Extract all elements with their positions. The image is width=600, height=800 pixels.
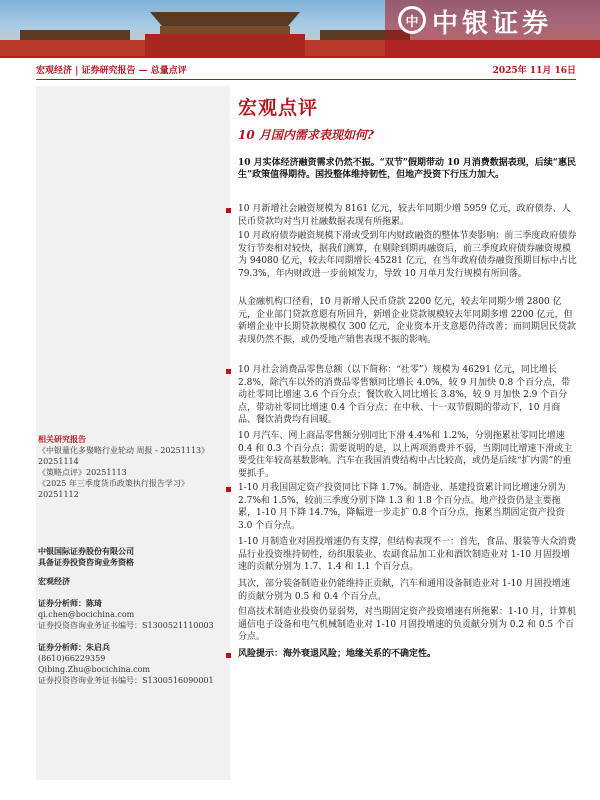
analyst-email[interactable]: Qibing.Zhu@bocichina.com (38, 665, 150, 674)
paragraph: 1-10 月我国固定资产投资同比下降 1.7%。制造业、基建投资累计同比增速分别为 2.7%和 1.5%，较前三季度分别下降 1.3 和 1.8 个百分点。地产投资仍是主要拖累，1-10 月下降 14.7%，降幅进一步走扩 0.8 个百分点，拖累当期固定资产投资 3.0 个百分点。 (238, 483, 566, 531)
company-license: 具备证券投资咨询业务资格 (38, 557, 134, 567)
paragraph: 10 月社会消费品零售总额（以下简称：“社零”）规模为 46291 亿元，同比增长 2.8%，除汽车以外的消费品零售额同比增长 4.0%，较 9 月加快 0.8 个百分点，带动社零同比增速 3.6 个百分点；餐饮收入同比增长 3.8%，较 9 月加快 2.9 个百分点，带动社零同比增速 0.4 个百分点；在中秋、十一双节假期的带动下，10 月商品、餐饮消费均有回暖。 (238, 365, 571, 425)
sector-label: 宏观经济 (38, 576, 70, 586)
boc-logo-icon: 中 (398, 6, 426, 34)
report-date: 2025年 11月 16日 (492, 66, 576, 76)
company-info (38, 546, 226, 587)
analyst-cert: 证券投资咨询业务证书编号：S1300521110003 (38, 621, 214, 630)
paragraph: 但高技术制造业投资仍显弱势，对当期固定资产投资增速有所拖累：1-10 月，计算机通信电子设备和电气机械制造业对 1-10 月固投增速的负贡献分别为 0.2 和 0.5 个百分点。 (238, 607, 577, 642)
paragraph: 10 月新增社会融资规模为 8161 亿元，较去年同期少增 5959 亿元，政府债券、人民币贷款均对当月社融数据表现有所拖累。 (238, 204, 571, 227)
related-reports (38, 434, 226, 500)
analyst-2 (38, 642, 226, 686)
paragraph: 10 月汽车、网上商品零售额分别同比下滑 4.4%和 1.2%，分别拖累社零同比增速 0.4 和 0.3 个百分点；需要说明的是，以上两项消费并不弱，当期同比增速下滑或主要受往年较高基数影响。汽车在我国消费结构中占比较高，或仍是后续“扩内需”的重要抓手。 (238, 431, 573, 479)
brand-name: 中银证券 (432, 9, 553, 39)
palace-roof-main (150, 12, 300, 26)
analyst-cert: 证券投资咨询业务证书编号：S1300516090001 (38, 676, 214, 685)
report-category: 宏观经济 | 证券研究报告 — 总量点评 (36, 66, 187, 76)
report-subtitle: 10 月国内需求表现如何? (238, 128, 374, 142)
bullet-icon (226, 487, 231, 492)
related-report-item[interactable]: 《2025 年三季度货币政策执行报告学习》20251112 (38, 479, 189, 499)
bullet-icon (226, 369, 231, 374)
palace-hall (145, 34, 305, 58)
header-banner (0, 0, 600, 58)
risk-warning: 风险提示：海外衰退风险；地缘关系的不确定性。 (238, 649, 437, 659)
paragraph: 其次，部分装备制造业仍能维持正贡献，汽车和通用设备制造业对 1-10 月固投增速的贡献分别为 0.5 和 0.4 个百分点。 (238, 579, 570, 602)
paragraph: 1-10 月制造业对固投增速仍有支撑，但结构表现不一：首先，食品、服装等大众消费品行业投资维持韧性，纺织服装业、农副食品加工业和酒饮制造业对 1-10 月固投增速的贡献分别为 1.7、1.4 和 1.1 个百分点。 (238, 537, 577, 572)
sidebar (36, 86, 230, 780)
related-reports-title: 相关研究报告 (38, 434, 86, 444)
related-report-item[interactable]: 《策略点评》20251113 (38, 468, 127, 477)
analyst-1 (38, 598, 226, 631)
tagline-rule (36, 79, 576, 80)
analyst-phone: (8610)66229359 (38, 654, 106, 663)
analyst-name: 证券分析师：陈琦 (38, 598, 102, 608)
analyst-email[interactable]: qi.chen@bocichina.com (38, 610, 135, 619)
bullet-icon (226, 208, 231, 213)
analyst-name: 证券分析师：朱启兵 (38, 642, 110, 652)
company-name: 中银国际证券股份有限公司 (38, 546, 134, 556)
report-title: 宏观点评 (238, 97, 319, 119)
paragraph: 10 月政府债券融资规模下滑或受到年内财政融资的整体节奏影响：前三季度政府债券发行节奏相对较快，据我们测算，在剔除到期再融资后，前三季度政府债券融资规模为 94080 亿元，较去年同期增长 45281 亿元，在当年政府债券融资预期目标中占比 79.3%，年内财政进一步前倾发力，导致 10 月单月发行规模有所回落。 (238, 231, 577, 279)
palace-roof-left (20, 30, 130, 40)
bullet-icon (226, 653, 231, 658)
paragraph: 从金融机构口径看，10 月新增人民币贷款 2200 亿元，较去年同期少增 2800 亿元，企业部门贷款意愿有所回升，新增企业贷款规模较去年同期多增 2200 亿元，但新增企业中长期贷款规模仅 300 亿元，企业资本开支意愿仍待改善；而同期居民贷款表现仍然不振，或仍受地产销售表现不振的影响。 (238, 297, 576, 345)
report-summary: 10 月实体经济融资需求仍然不振。“双节”假期带动 10 月消费数据表现，后续“惠民生”政策值得期待。国投整体维持韧性，但地产投资下行压力加大。 (238, 158, 576, 180)
header-rule (0, 56, 600, 58)
related-report-item[interactable]: 《中银量化多聚略行业轮动 周报 - 20251113》20251114 (38, 446, 210, 466)
report-tagline (36, 63, 576, 77)
